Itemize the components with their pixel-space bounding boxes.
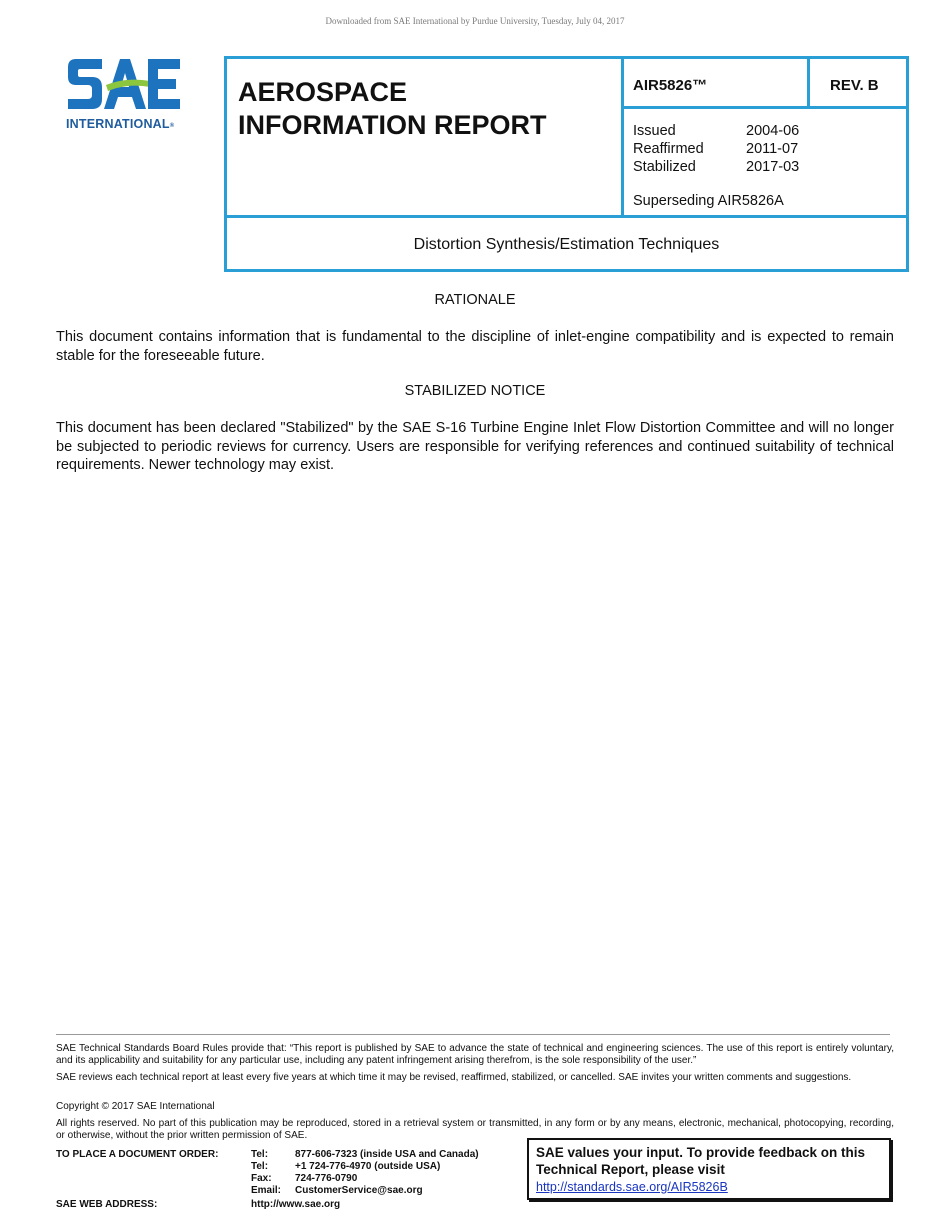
header-divider <box>807 56 810 109</box>
document-type: AEROSPACE INFORMATION REPORT <box>238 77 547 140</box>
download-watermark: Downloaded from SAE International by Purdue University, Tuesday, July 04, 2017 <box>325 16 625 26</box>
rationale-heading: RATIONALE <box>434 292 516 308</box>
order-title: TO PLACE A DOCUMENT ORDER: <box>56 1149 219 1160</box>
footer-review-text: SAE reviews each technical report at least every five years at which time it may be revised, reaffirmed, stabilized, or cancelled. SAE invites your written comments and suggestions. <box>56 1072 852 1083</box>
document-title: Distortion Synthesis/Estimation Techniques <box>413 236 720 253</box>
stabilized-notice-heading: STABILIZED NOTICE <box>404 383 546 399</box>
sae-logo <box>66 55 190 135</box>
sae-logo-wordmark: INTERNATIONAL® <box>66 117 175 131</box>
feedback-link[interactable]: http://standards.sae.org/AIR5826B <box>536 1180 728 1194</box>
sae-logo-mark <box>66 55 181 113</box>
footer-copyright: Copyright © 2017 SAE International <box>56 1101 215 1112</box>
superseding-note: Superseding AIR5826A <box>633 193 784 209</box>
footer-divider <box>56 1034 890 1035</box>
header-divider <box>621 106 909 109</box>
stabilized-notice-text: This document has been declared "Stabilized" by the SAE S-16 Turbine Engine Inlet Flow Distortion Committee and will no longer be subjected to periodic reviews for currency. Users are responsible for verifying references and continued suitability of technical requirements. Newer technology may exist. <box>56 420 894 473</box>
rationale-text: This document contains information that is fundamental to the discipline of inlet-engine compatibility and is expected to remain stable for the foreseeable future. <box>56 329 894 364</box>
document-number: AIR5826™ <box>633 77 708 94</box>
footer-rights-text: All rights reserved. No part of this publication may be reproduced, stored in a retrieval system or transmitted, in any form or by any means, electronic, mechanical, photocopying, recording, or otherwise, without the prior written permission of SAE. <box>56 1118 894 1141</box>
web-address-link[interactable]: http://www.sae.org <box>251 1199 341 1210</box>
document-revision: REV. B <box>830 77 879 94</box>
footer-rules-text: SAE Technical Standards Board Rules provide that: “This report is published by SAE to advance the state of technical and engineering sciences. The use of this report is entirely voluntary, and its applicability and suitability for any particular use, including any patent infringement arising therefrom, is the sole responsibility of the user.” <box>56 1043 894 1066</box>
header-divider <box>621 56 624 218</box>
header-divider <box>224 215 909 218</box>
feedback-box <box>527 1138 891 1200</box>
web-address-label: SAE WEB ADDRESS: <box>56 1199 158 1210</box>
feedback-text-line1: SAE values your input. To provide feedback on this <box>536 1145 866 1160</box>
feedback-text-line2: Technical Report, please visit <box>536 1162 725 1177</box>
